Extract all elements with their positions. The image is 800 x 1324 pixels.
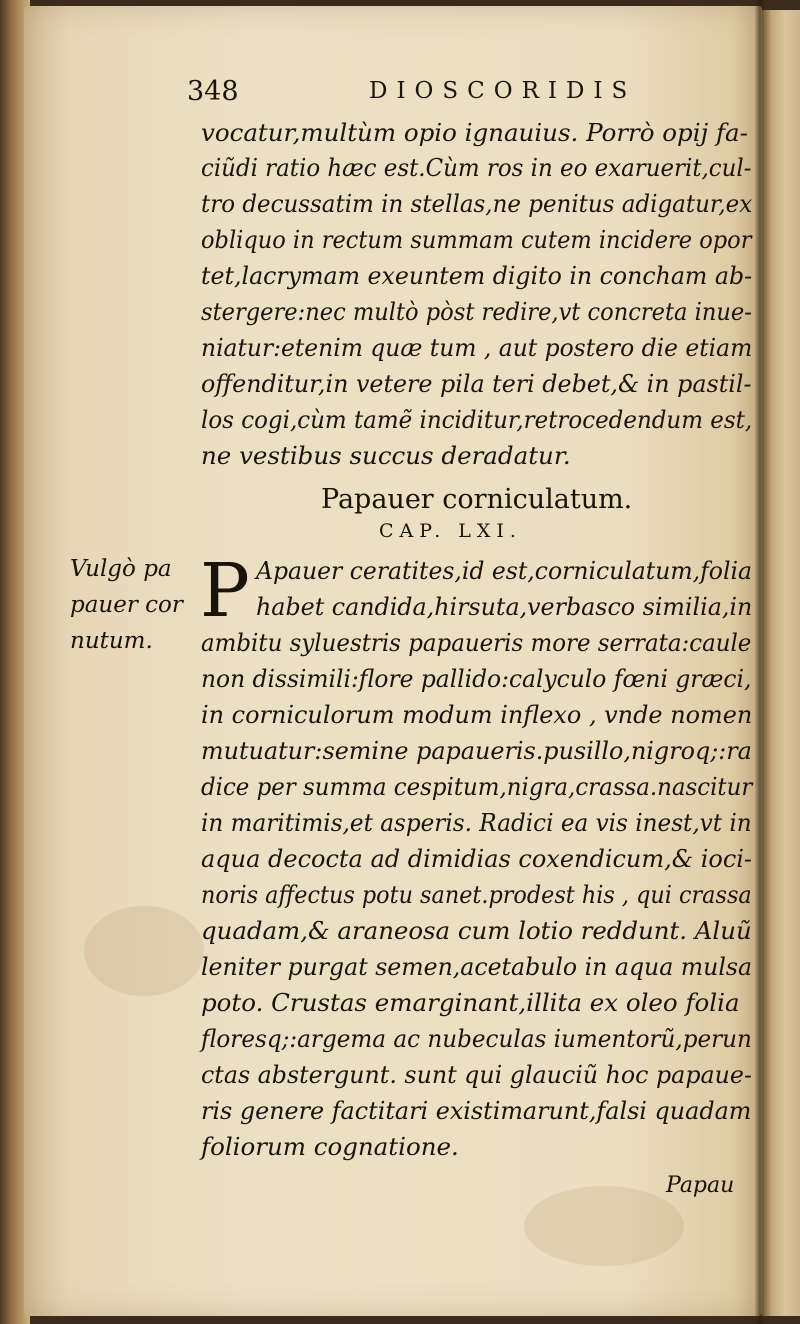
text-line: ciũdi ratio hæc est.Cùm ros in eo exaruerit,cul-: [201, 153, 752, 182]
text-line: Apauer ceratites,id est,corniculatum,folia: [256, 556, 752, 585]
book-page: [24, 6, 762, 1316]
chapter-title: Papauer corniculatum.: [321, 484, 633, 515]
text-line: ris genere factitari existimarunt,falsi quadam: [201, 1096, 752, 1125]
text-line: dice per summa cespitum,nigra,crassa.nascitur: [201, 772, 753, 801]
margin-note-line: nutum.: [70, 628, 153, 654]
text-line: offenditur,in vetere pila teri debet,& in pastil-: [201, 369, 752, 398]
text-line: tet,lacrymam exeuntem digito in concham ab-: [201, 261, 753, 290]
text-line: in corniculorum modum inflexo , vnde nomen: [201, 700, 753, 729]
text-line: foliorum cognatione.: [201, 1132, 459, 1161]
page-number: 348: [187, 76, 239, 107]
text-line: obliquo in rectum summam cutem incidere opor: [201, 225, 752, 254]
text-line: aqua decocta ad dimidias coxendicum,& ioci-: [201, 844, 753, 873]
text-line: ne vestibus succus deradatur.: [201, 441, 571, 470]
margin-note-line: Vulgò pa: [70, 556, 172, 582]
text-line: stergere:nec multò pòst redire,vt concreta inue-: [201, 297, 752, 326]
paper-stain: [84, 906, 204, 996]
text-line: tro decussatim in stellas,ne penitus adigatur,ex: [201, 189, 753, 218]
text-line: los cogi,cùm tamẽ inciditur,retrocedendum est,: [201, 405, 753, 434]
text-line: noris affectus potu sanet.prodest his , qui crassa: [201, 880, 752, 909]
text-line: mutuatur:semine papaueris.pusillo,nigroq;:ra: [201, 736, 752, 765]
catchword: Papau: [666, 1173, 735, 1198]
text-line: ctas abstergunt. sunt qui glauciũ hoc papaue-: [201, 1060, 752, 1089]
text-line: poto. Crustas emarginant,illita ex oleo folia: [201, 988, 740, 1017]
running-head: [24, 76, 762, 116]
text-line: quadam,& araneosa cum lotio reddunt. Aluũ: [201, 916, 752, 945]
facing-page-edge: [762, 10, 800, 1316]
text-line: niatur:etenim quæ tum , aut postero die etiam: [201, 333, 753, 362]
drop-cap: P: [200, 548, 250, 634]
paper-stain: [524, 1186, 684, 1266]
text-line: ambitu syluestris papaueris more serrata:caule: [201, 628, 752, 657]
margin-note-line: pauer cor: [70, 592, 183, 618]
text-line: floresq;:argema ac nubeculas iumentorũ,perun: [201, 1024, 752, 1053]
text-line: in maritimis,et asperis. Radici ea vis inest,vt in: [201, 808, 752, 837]
text-line: leniter purgat semen,acetabulo in aqua mulsa: [201, 952, 753, 981]
text-line: habet candida,hirsuta,verbasco similia,in: [256, 592, 753, 621]
text-line: non dissimili:flore pallido:calyculo fœni græci,: [201, 664, 752, 693]
chapter-number: CAP. LXI.: [379, 520, 522, 542]
text-line: vocatur,multùm opio ignauius. Porrò opij fa-: [201, 118, 748, 147]
book-title: DIOSCORIDIS: [369, 78, 637, 104]
